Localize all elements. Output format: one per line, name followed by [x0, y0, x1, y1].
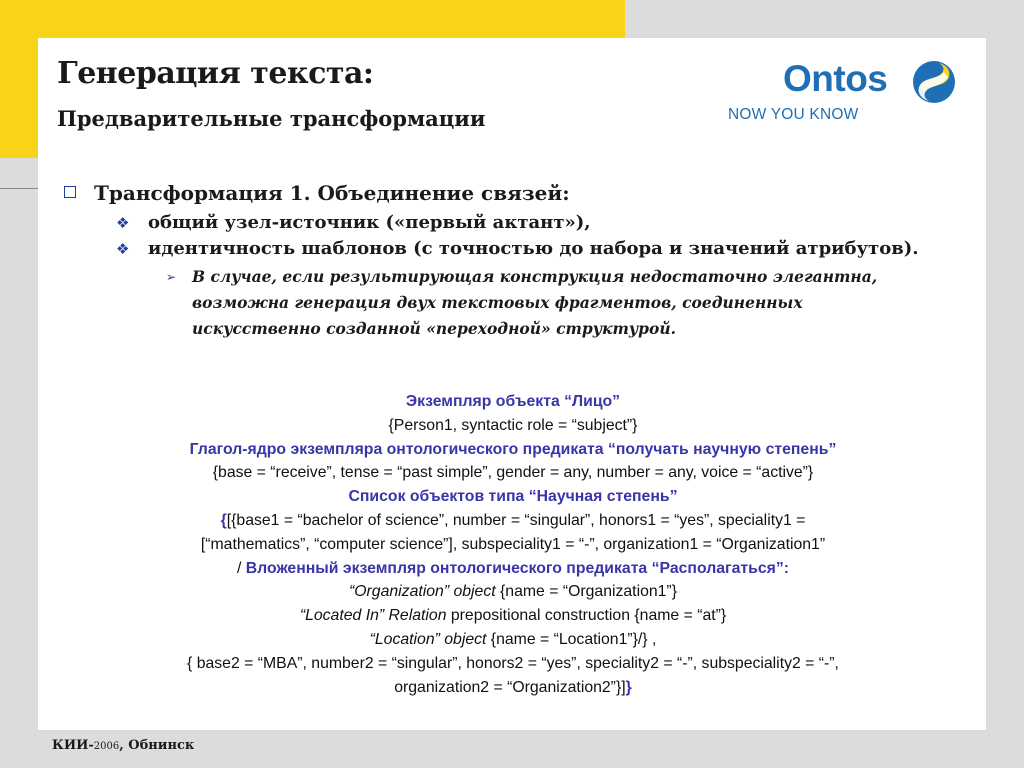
example-location-object: “Location” object {name = “Location1”}/} ,	[369, 630, 657, 648]
example-organization-object: “Organization” object {name = “Organization1”}	[349, 583, 677, 601]
example-verb-attrs: {base = “receive”, tense = “past simple”, gender = any, number = any, voice = “active”}	[212, 464, 814, 482]
example-block	[78, 390, 948, 699]
example-degree-line1: {[{base1 = “bachelor of science”, number = “singular”, honors1 = “yes”, speciality1 =	[220, 511, 806, 529]
bullet-level2-item	[116, 212, 591, 233]
ontos-swirl-icon	[912, 60, 956, 104]
slide-title: Генерация текста:	[57, 56, 374, 91]
example-degree-line2: [“mathematics”, “computer science”], subspeciality1 = “-”, organization1 = “Organization1”	[200, 535, 826, 553]
bullet-level3-text: В случае, если результирующая конструкция недостаточно элегантна, возможна генерация двух текстовых фрагментов, соединенных искусственно созданной «переходной» структурой.	[192, 267, 878, 338]
example-heading-verb: Глагол-ядро экземпляра онтологического предиката “получать научную степень”	[189, 440, 837, 458]
slide-panel	[38, 38, 986, 730]
side-yellow-band	[0, 0, 38, 158]
bullet-level1	[64, 181, 570, 205]
example-nested-heading: / Вложенный экземпляр онтологического предиката “Располагаться”:	[236, 559, 789, 577]
bullet-level1-text: Трансформация 1. Объединение связей:	[94, 181, 570, 205]
ontos-logo	[730, 56, 975, 126]
bullet-level2-text: идентичность шаблонов (с точностью до набора и значений атрибутов).	[148, 238, 919, 259]
example-person-attrs: {Person1, syntactic role = “subject”}	[388, 416, 638, 434]
arrow-bullet-icon: ➢	[166, 270, 177, 284]
square-bullet-icon	[64, 186, 76, 198]
logo-tagline: NOW YOU KNOW	[728, 106, 859, 123]
bullet-level3	[166, 264, 886, 342]
diamond-bullet-icon: ❖	[116, 240, 130, 258]
footer-caption: КИИ-2006, Обнинск	[52, 738, 195, 753]
example-heading-person: Экземпляр объекта “Лицо”	[405, 393, 621, 410]
example-degree-line3: { base2 = “MBA”, number2 = “singular”, honors2 = “yes”, speciality2 = “-”, subspeciality2 = “-”,	[187, 654, 839, 672]
example-heading-degree-list: Список объектов типа “Научная степень”	[348, 488, 678, 506]
side-divider	[0, 188, 38, 189]
example-located-in-relation: “Located In” Relation prepositional construction {name = “at”}	[299, 607, 727, 625]
example-degree-line4: organization2 = “Organization2”}]}	[394, 678, 632, 696]
diamond-bullet-icon: ❖	[116, 214, 130, 232]
bullet-level2-text: общий узел-источник («первый актант»),	[148, 212, 591, 233]
logo-wordmark: Ontos	[783, 58, 888, 99]
top-yellow-band	[0, 0, 625, 38]
bullet-level2-item	[116, 238, 918, 259]
slide-subtitle: Предварительные трансформации	[57, 106, 486, 131]
